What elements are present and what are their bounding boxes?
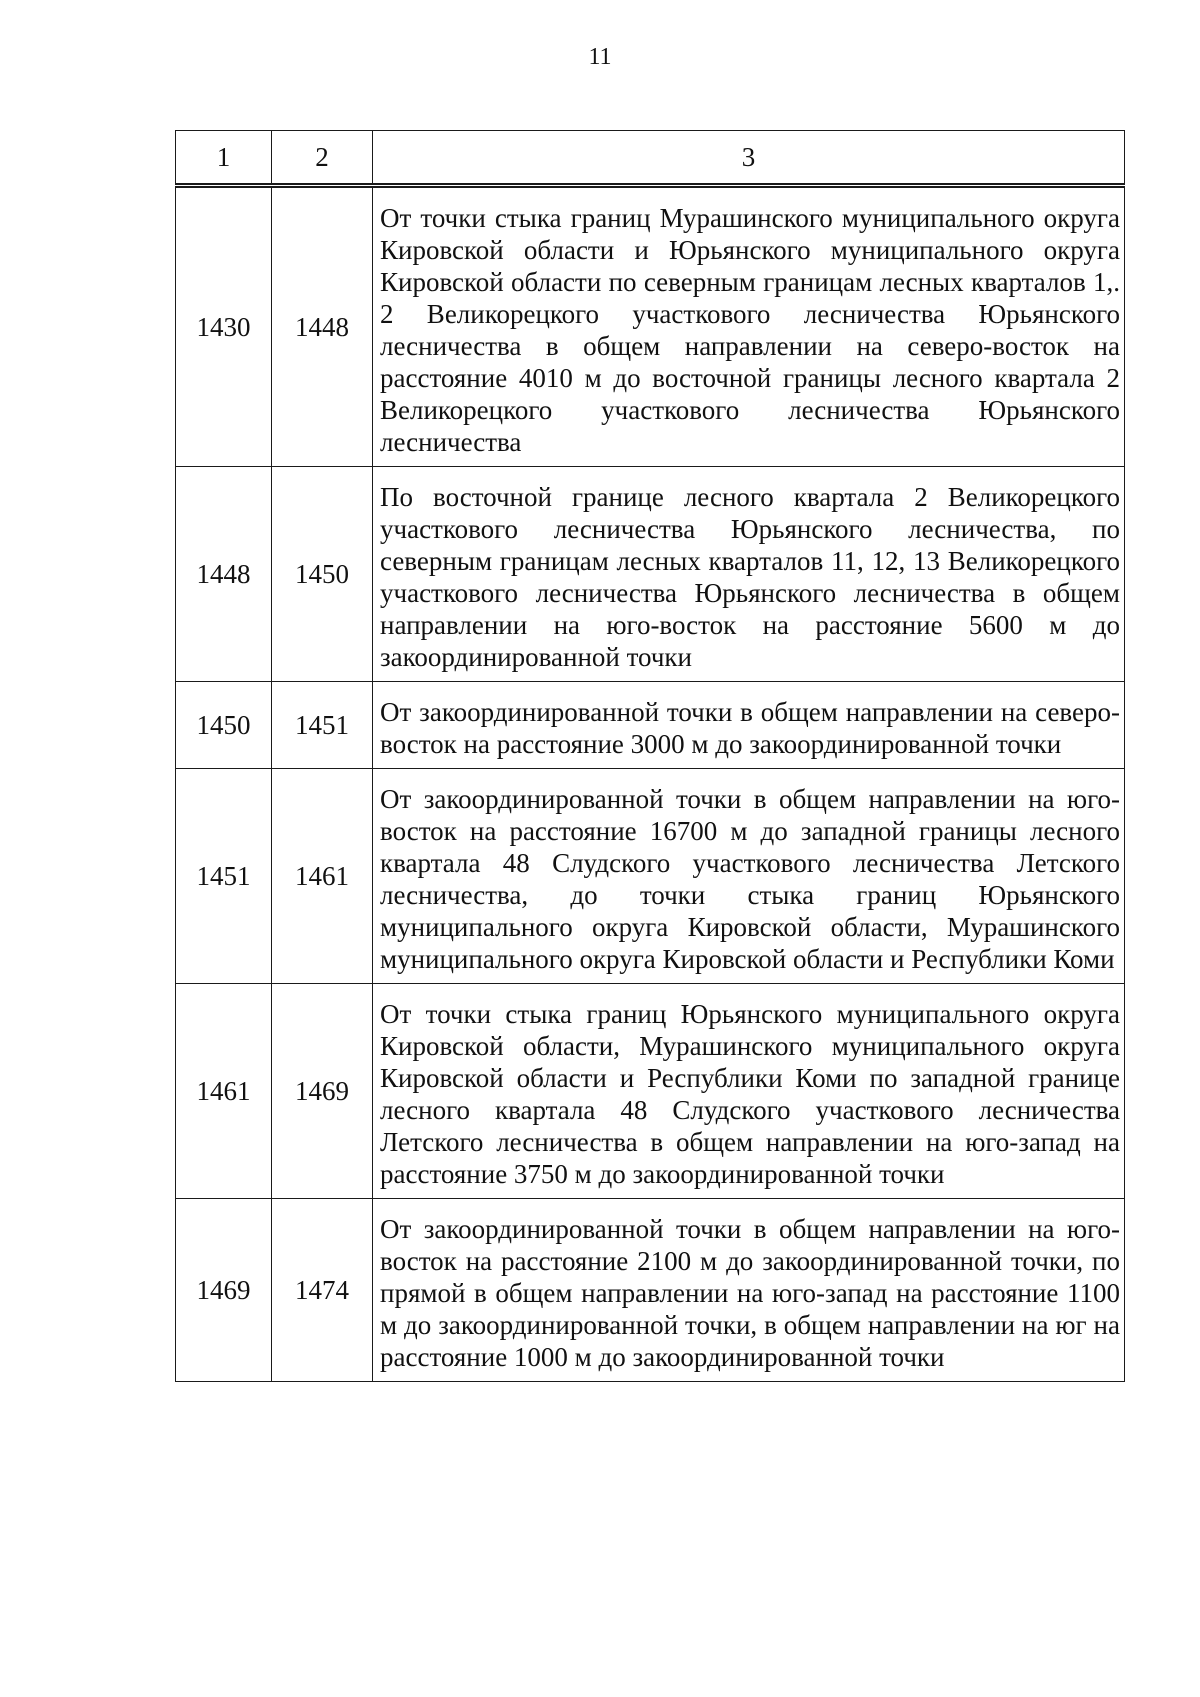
table-row	[176, 186, 1125, 467]
table-row	[176, 769, 1125, 984]
table-row	[176, 467, 1125, 682]
to-point: 1451	[272, 682, 373, 769]
boundary-description: От закоординированной точки в общем направлении на северо-восток на расстояние 3000 м до закоординированной точки	[373, 682, 1125, 769]
boundary-table	[175, 130, 1125, 1382]
table-row	[176, 984, 1125, 1199]
to-point: 1448	[272, 186, 373, 467]
header-col-2: 2	[272, 131, 373, 186]
from-point: 1469	[176, 1199, 272, 1382]
to-point: 1450	[272, 467, 373, 682]
to-point: 1474	[272, 1199, 373, 1382]
to-point: 1469	[272, 984, 373, 1199]
table-row	[176, 1199, 1125, 1382]
boundary-description: От закоординированной точки в общем направлении на юго-восток на расстояние 2100 м до закоординированной точки, по прямой в общем направлении на юго-запад на расстояние 1100 м до закоординированной точки, в общем направлении на юг на расстояние 1000 м до закоординированной точки	[373, 1199, 1125, 1382]
header-col-3: 3	[373, 131, 1125, 186]
table-header-row	[176, 131, 1125, 186]
from-point: 1450	[176, 682, 272, 769]
table-row	[176, 682, 1125, 769]
page-number: 11	[588, 44, 612, 70]
header-col-1: 1	[176, 131, 272, 186]
boundary-description: От точки стыка границ Мурашинского муниципального округа Кировской области и Юрьянского муниципального округа Кировской области по северным границам лесных кварталов 1,. 2 Великорецкого участкового лесничества Юрьянского лесничества в общем направлении на северо-восток на расстояние 4010 м до восточной границы лесного квартала 2 Великорецкого участкового лесничества Юрьянского лесничества	[373, 186, 1125, 467]
from-point: 1451	[176, 769, 272, 984]
from-point: 1430	[176, 186, 272, 467]
from-point: 1448	[176, 467, 272, 682]
boundary-description: От закоординированной точки в общем направлении на юго-восток на расстояние 16700 м до западной границы лесного квартала 48 Слудского участкового лесничества Летского лесничества, до точки стыка границ Юрьянского муниципального округа Кировской области, Мурашинского муниципального округа Кировской области и Республики Коми	[373, 769, 1125, 984]
boundary-description: От точки стыка границ Юрьянского муниципального округа Кировской области, Мурашинского муниципального округа Кировской области и Республики Коми по западной границе лесного квартала 48 Слудского участкового лесничества Летского лесничества в общем направлении на юго-запад на расстояние 3750 м до закоординированной точки	[373, 984, 1125, 1199]
to-point: 1461	[272, 769, 373, 984]
boundary-description: По восточной границе лесного квартала 2 Великорецкого участкового лесничества Юрьянского лесничества, по северным границам лесных кварталов 11, 12, 13 Великорецкого участкового лесничества Юрьянского лесничества в общем направлении на юго-восток на расстояние 5600 м до закоординированной точки	[373, 467, 1125, 682]
from-point: 1461	[176, 984, 272, 1199]
